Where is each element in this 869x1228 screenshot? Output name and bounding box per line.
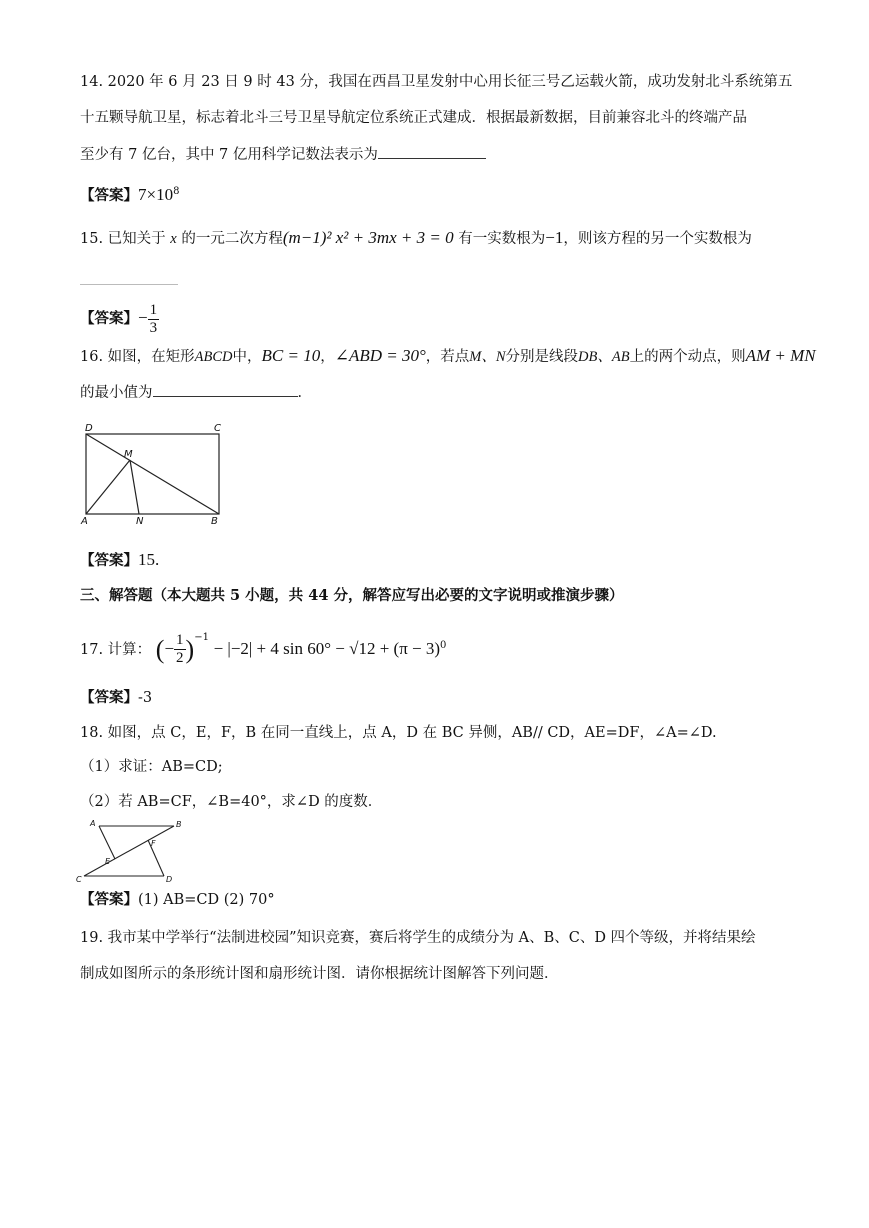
q16-answer-value: 15. [138, 550, 160, 569]
q16-answer-blank [153, 382, 298, 397]
q15-question [80, 228, 752, 249]
q16-line1-c: ，若点 [425, 349, 470, 365]
q19-line2: 制成如图所示的条形统计图和扇形统计图．请你根据统计图解答下列问题． [80, 966, 559, 982]
q16-label-m: M [124, 449, 133, 460]
q16-diagonal-db [86, 434, 219, 514]
q17-answer [80, 688, 152, 708]
q17-question: 17. 计算： (− $\frac{1}{2}$ )$^{-1}$ − |−2| + 4 $\sin 60^\circ - √12 + (\pi - 3)^0$ [80, 632, 447, 667]
q16-label-n: N [136, 516, 144, 527]
q16-line2-end: ． [297, 385, 312, 401]
q16-line1-b: 中， [232, 349, 262, 365]
q16-mn: M、N [469, 349, 506, 365]
q15-var-x: x [170, 231, 177, 247]
q16-angle: ∠ABD = 30° [334, 346, 426, 365]
q19-line1: 19. 我市某中学举行“法制进校园”知识竞赛，赛后将学生的成绩分为 A、B、C、D 四个等级，并将结果绘 [80, 930, 756, 946]
q16-segment-am [86, 460, 130, 514]
section3-title: 三、解答题（本大题共 5 小题，共 44 分，解答应写出必要的文字说明或推演步骤） [80, 587, 624, 604]
q17-frac-num: 1 [176, 632, 184, 649]
q15-equation: (m−1)² x² + 3mx + 3 = 0 [282, 228, 454, 247]
q18-label-c: C [76, 875, 82, 884]
q18-part1: （1）求证：AB=CD; [80, 759, 223, 775]
q16-bc: BC = 10 [261, 346, 321, 365]
q18-label-a: A [90, 819, 96, 828]
q18-answer-value: (1) AB=CD (2) 70° [138, 892, 275, 908]
q16-segs: DB、AB [578, 349, 630, 365]
q16-line2-text: 的最小值为 [80, 385, 153, 401]
q15-answer-sign: − [138, 308, 148, 327]
q16-segment-mn [130, 460, 139, 514]
q16-label-d: D [85, 423, 93, 434]
q14-answer-value: 7×10 [138, 184, 174, 204]
q17-expr: − |−2| + 4 sin 60° − √12 + (π − 3) [213, 638, 441, 658]
q16-expr: AM + MN [745, 346, 816, 365]
q18-label-f: F [151, 839, 156, 848]
q18-figure [74, 816, 194, 886]
q16-line1-a: 16. 如图，在矩形 [80, 349, 195, 365]
q18-part2: （2）若 AB=CF，∠B=40°，求∠D 的度数． [80, 794, 383, 810]
q15-answer-den: 3 [149, 319, 158, 336]
q18-label-d: D [166, 875, 173, 884]
q18-label-b: B [176, 820, 182, 829]
q14-line3 [80, 144, 486, 165]
q17-answer-value: -3 [138, 690, 153, 706]
q15-after-eq: 有一实数根为 [458, 231, 546, 247]
q16-answer [80, 550, 159, 571]
q16-line1: 16. 如图，在矩形ABCD中，BC = 10，∠ABD = 30°，若点M、N分别是线段DB、AB上的两个动点，则AM + MN [80, 346, 816, 365]
q17-exp-neg1: −1 [194, 632, 209, 643]
q18-line1: 18. 如图，点 C，E，F，B 在同一直线上，点 A，D 在 BC 异侧，AB// CD，AE=DF，∠A=∠D. [80, 725, 717, 741]
q14-answer-blank [378, 144, 486, 159]
q16-line1-e: 上的两个动点，则 [629, 349, 746, 365]
q17-prefix: 17. 计算： [80, 641, 152, 658]
q15-answer-fraction [148, 302, 160, 337]
q14-line1: 14. 2020 年 6 月 23 日 9 时 43 分，我国在西昌卫星发射中心用长征三号乙运载火箭，成功发射北斗系统第五 [80, 74, 793, 90]
answer-tag: 【答案】 [80, 186, 138, 204]
q17-fraction [174, 632, 186, 667]
q18-segment-ae [99, 826, 115, 859]
q16-rect: ABCD [194, 349, 233, 365]
q15-suffix: ，则该方程的另一个实数根为 [563, 231, 752, 247]
q16-label-a: A [81, 516, 88, 527]
q16-line2 [80, 382, 312, 403]
answer-tag: 【答案】 [80, 689, 138, 706]
q14-answer [80, 182, 179, 206]
q16-label-c: C [214, 423, 221, 434]
q14-answer-exponent: 8 [173, 186, 180, 197]
q17-frac-den: 2 [176, 650, 184, 667]
q16-line1-d: 分别是线段 [505, 349, 579, 365]
answer-tag: 【答案】 [80, 552, 138, 569]
q16-label-b: B [211, 516, 218, 527]
q15-answer [80, 300, 159, 337]
q14-line3-text: 至少有 7 亿台，其中 7 亿用科学记数法表示为 [80, 147, 378, 163]
answer-tag: 【答案】 [80, 310, 138, 327]
q15-root: −1 [545, 228, 564, 247]
q15-mid: 的一元二次方程 [181, 231, 283, 247]
q14-line2: 十五颗导航卫星，标志着北斗三号卫星导航定位系统正式建成．根据最新数据，目前兼容北斗的终端产品 [80, 110, 747, 126]
q15-prefix: 15. 已知关于 [80, 231, 166, 247]
answer-tag: 【答案】 [80, 891, 138, 908]
q17-exp0: 0 [440, 640, 447, 651]
q15-answer-blank [80, 284, 178, 285]
q16-figure [80, 420, 230, 528]
q18-answer [80, 890, 275, 910]
q15-answer-num: 1 [149, 301, 158, 318]
q18-label-e: E [105, 857, 111, 866]
